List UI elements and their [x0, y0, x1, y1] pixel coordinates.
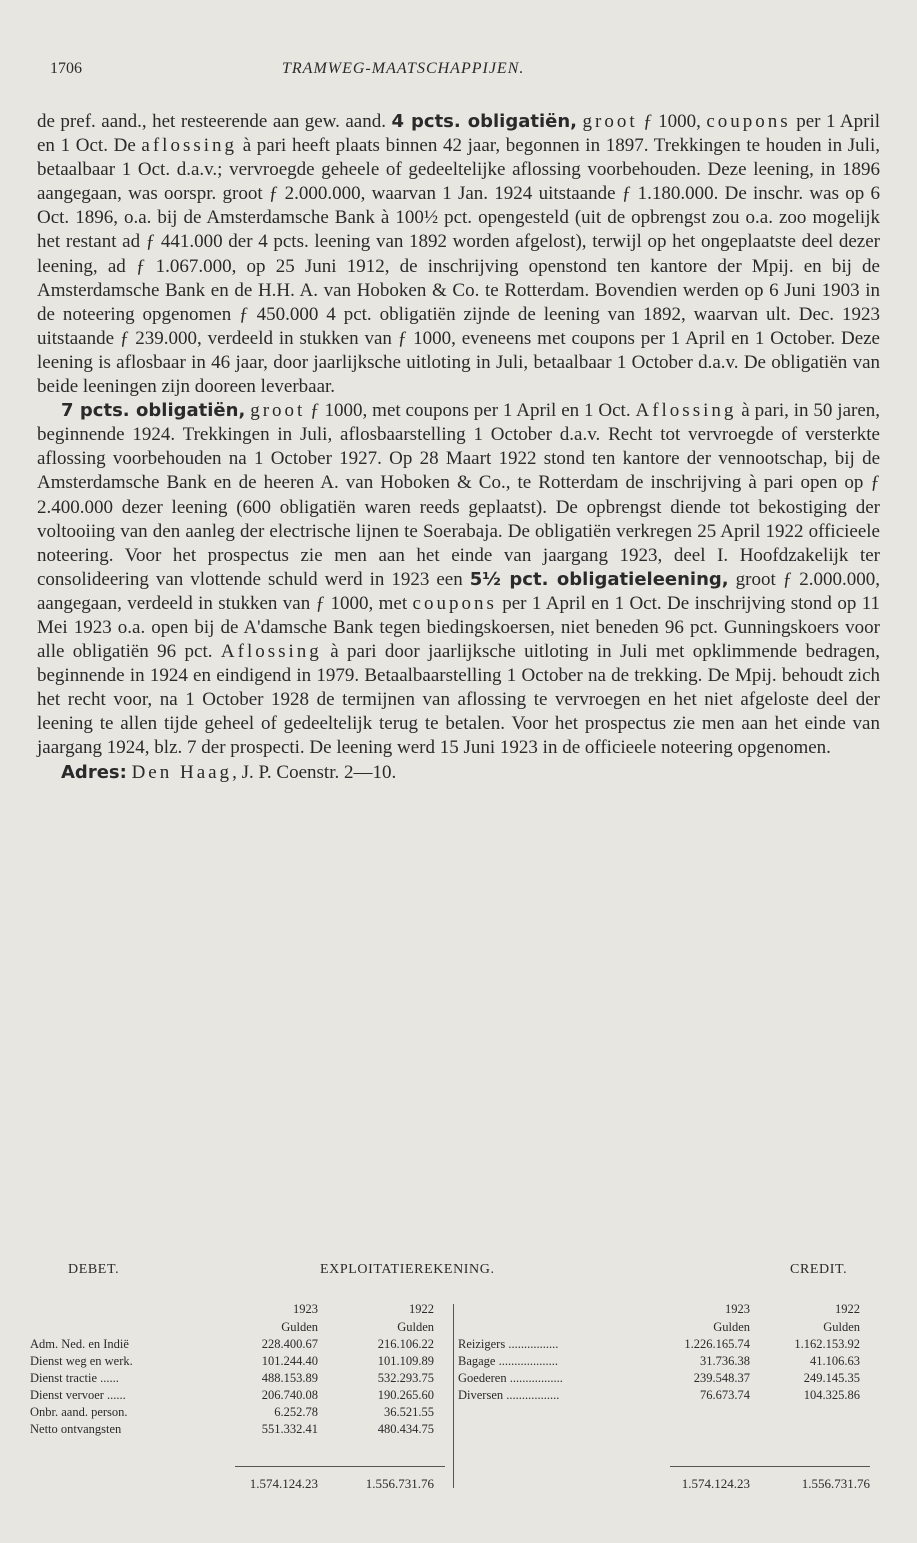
spaced-term: coupons	[706, 111, 791, 132]
row-label: Diversen .................	[458, 1388, 560, 1402]
text-run: groot ƒ 2.000.000, aangegaan, verdeeld in stukken van ƒ 1000, met	[37, 568, 880, 614]
exploitation-account	[30, 1262, 890, 1492]
row-label: Reizigers ................	[458, 1337, 559, 1351]
row-value-1923: 228.400.67	[261, 1337, 318, 1351]
text-run: à pari, in 50 jaren, beginnende 1924. Trekkingen in Juli, aflosbaarstelling 1 October d.a.v. Recht tot vervroegde of versterkte aflossing voorbehouden na 1 October 1927. Op 28 Maart 1922 stond ten kantore der vennootschap, bij de Amsterdamsche Bank en de heeren A. van Hoboken & Co., te Rotterdam de inschrijving à pari open op ƒ 2.400.000 dezer leening (600 obligatiën waren reeds geplaatst). De opbrengst diende tot bekostiging der voltooiing van den aanleg der electrische lijnen te Soerabaja. De obligatiën verkregen 25 April 1922 officieele noteering. Voor het prospectus zie men aan het einde van jaargang 1923, deel I. Hoofdzakelijk ter consolideering van vlottende schuld werd in 1923 een	[37, 400, 881, 590]
credit-total-1923: 1.574.124.23	[681, 1476, 750, 1491]
text-run: ƒ 1000,	[637, 111, 707, 132]
row-value-1922: 480.434.75	[377, 1422, 434, 1436]
text-run: de pref. aand., het resteerende aan gew. aand.	[37, 111, 392, 132]
debet-total-1922: 1.556.731.76	[365, 1476, 434, 1491]
debet-year-1922: 1922	[409, 1302, 434, 1316]
spaced-term: Aflossing	[635, 400, 737, 422]
row-value-1922: 36.521.55	[384, 1405, 434, 1419]
row-value-1922: 532.293.75	[377, 1371, 434, 1385]
row-value-1923: 1.226.165.74	[684, 1337, 750, 1351]
paragraph-7pct-bonds	[37, 399, 880, 760]
row-value-1922: 1.162.153.92	[794, 1337, 860, 1351]
row-label: Dienst vervoer ......	[30, 1388, 126, 1402]
bold-term: Adres:	[61, 761, 127, 783]
credit-unit-1923: Gulden	[713, 1320, 750, 1334]
debet-total-rule	[235, 1466, 445, 1467]
row-value-1922: 104.325.86	[803, 1388, 860, 1402]
credit-row	[30, 1354, 890, 1371]
row-value-1922: 41.106.63	[810, 1354, 860, 1368]
body-text	[37, 110, 880, 785]
row-value-1923: 31.736.38	[700, 1354, 750, 1368]
credit-total-rule	[670, 1466, 870, 1467]
spaced-term: coupons	[412, 592, 497, 614]
debet-row	[30, 1405, 450, 1422]
row-label: Dienst tractie ......	[30, 1371, 119, 1385]
text-run: ƒ 1000, met coupons per 1 April en 1 Oct.	[305, 400, 636, 422]
row-label: Onbr. aand. person.	[30, 1405, 128, 1419]
credit-total-1922: 1.556.731.76	[801, 1476, 870, 1491]
paragraph-address	[37, 761, 880, 785]
row-label: Netto ontvangsten	[30, 1422, 122, 1436]
text-run: per 1 April en 1 Oct. De	[37, 111, 881, 157]
credit-unit-1922: Gulden	[823, 1320, 860, 1334]
row-value-1923: 551.332.41	[261, 1422, 318, 1436]
row-value-1923: 488.153.89	[261, 1371, 318, 1385]
page-number: 1706	[50, 60, 82, 77]
spaced-term: Den Haag	[131, 761, 233, 783]
row-label: Dienst weg en werk.	[30, 1354, 133, 1368]
row-value-1922: 190.265.60	[377, 1388, 434, 1402]
row-value-1922: 216.106.22	[377, 1337, 434, 1351]
credit-year-1922: 1922	[835, 1302, 860, 1316]
row-value-1923: 6.252.78	[274, 1405, 318, 1419]
running-title: TRAMWEG-MAATSCHAPPIJEN.	[282, 60, 525, 77]
spaced-term: groot	[250, 400, 306, 422]
debet-unit-1922: Gulden	[397, 1320, 434, 1334]
row-label: Adm. Ned. en Indië	[30, 1337, 129, 1351]
row-label: Bagage ...................	[458, 1354, 558, 1368]
debet-total-1923: 1.574.124.23	[249, 1476, 318, 1491]
row-label: Goederen .................	[458, 1371, 563, 1385]
bold-term: 4 pcts. obligatiën,	[391, 111, 578, 132]
text-run: per 1 April en 1 Oct. De inschrijving stond op 11 Mei 1923 o.a. open bij de A'damsche Bank tegen biedingskoersen, niet beneden 96 pct. Gunningskoers voor alle obligatiën 96 pct.	[37, 592, 881, 663]
row-value-1923: 239.548.37	[693, 1371, 750, 1385]
row-value-1922: 249.145.35	[803, 1371, 860, 1385]
bold-term: 7 pcts. obligatiën,	[61, 400, 246, 422]
credit-row	[30, 1388, 890, 1405]
paragraph-4pct-bonds	[37, 110, 880, 399]
credit-row	[30, 1371, 890, 1388]
spaced-term: aflossing	[141, 135, 238, 157]
text-run: , J. P. Coenstr. 2—10.	[232, 761, 397, 783]
credit-row	[30, 1337, 890, 1354]
account-title: EXPLOITATIEREKENING.	[320, 1262, 495, 1277]
row-value-1923: 76.673.74	[700, 1388, 750, 1402]
row-value-1923: 101.244.40	[261, 1354, 318, 1368]
text-run: à pari heeft plaats binnen 42 jaar, begonnen in 1897. Trekkingen te houden in Juli, betaalbaar 1 Oct. d.a.v.; vervroegde geheele of gedeeltelijke aflossing voorbehouden. Deze leening, in 1896 aangegaan, was oorspr. groot ƒ 2.000.000, waarvan 1 Jan. 1924 uitstaande ƒ 1.180.000. De inschr. was op 6 Oct. 1896, o.a. bij de Amsterdamsche Bank à 100½ pct. opengesteld (uit de opbrengst zou o.a. zoo mogelijk het restant ad ƒ 441.000 der 4 pcts. leening van 1892 worden afgelost), terwijl op het ongeplaatste deel dezer leening, ad ƒ 1.067.000, op 25 Juni 1912, de inschrijving openstond ten kantore der Mpij. en bij de Amsterdamsche Bank en de H.H. A. van Hoboken & Co. te Rotterdam. Bovendien werden op 6 Juni 1903 in de noteering opgenomen ƒ 450.000 4 pct. obligatiën zijnde de leening van 1892, waarvan ult. Dec. 1923 uitstaande ƒ 239.000, verdeeld in stukken van ƒ 1000, eveneens met coupons per 1 April en 1 October. Deze leening is aflosbaar in 46 jaar, door jaarlijksche uitloting in Juli, betaalbaar 1 October d.a.v. De obligatiën van beide leeningen zijn dooreen leverbaar.	[37, 135, 880, 398]
debet-unit-1923: Gulden	[281, 1320, 318, 1334]
row-value-1922: 101.109.89	[377, 1354, 434, 1368]
credit-year-1923: 1923	[725, 1302, 750, 1316]
row-value-1923: 206.740.08	[261, 1388, 318, 1402]
column-divider	[453, 1304, 454, 1488]
debet-row	[30, 1422, 450, 1439]
debet-year-1923: 1923	[293, 1302, 318, 1316]
spaced-term: groot	[582, 111, 638, 132]
bold-term: 5½ pct. obligatieleening,	[469, 568, 729, 590]
running-head	[50, 60, 869, 86]
spaced-term: Aflossing	[220, 641, 322, 663]
text-run: à pari door jaarlijksche uitloting in Juli met opklimmende bedragen, beginnende in 1924 en eindigend in 1979. Betaalbaarstelling 1 October na de trekking. De Mpij. behoudt zich het recht voor, na 1 October 1928 de termijnen van aflossing te vervroegen en het niet afgeloste deel der leening te allen tijde geheel of gedeeltelijk terug te betalen. Voor het prospectus zie men aan het einde van jaargang 1924, blz. 7 der prospecti. De leening werd 15 Juni 1923 in de officieele noteering opgenomen.	[37, 641, 880, 759]
debet-label: DEBET.	[68, 1262, 120, 1277]
credit-label: CREDIT.	[790, 1262, 848, 1277]
